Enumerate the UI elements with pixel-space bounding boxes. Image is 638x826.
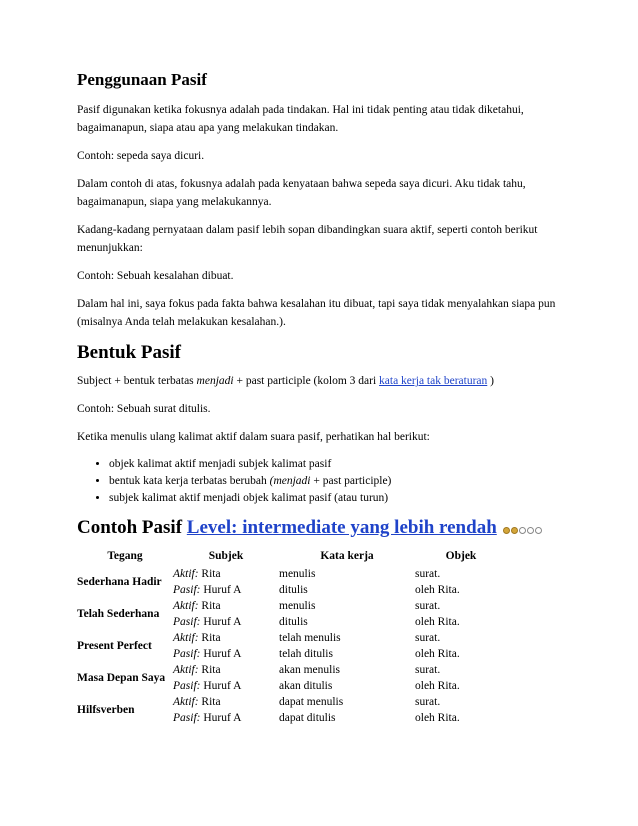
heading-contoh-pasif	[77, 517, 567, 540]
table-row	[77, 694, 507, 710]
tense-name: Hilfsverben	[77, 703, 135, 716]
list-item-emphasis: (menjadi	[269, 475, 311, 488]
active-label: Aktif:	[173, 695, 199, 708]
passive-formula	[77, 372, 567, 390]
passive-subject	[173, 646, 279, 662]
table-row	[77, 662, 507, 678]
passive-verb: dapat ditulis	[279, 711, 336, 724]
cell-value: Huruf A	[203, 583, 242, 596]
irregular-verbs-link[interactable]: kata kerja tak beraturan	[379, 375, 488, 388]
passive-subject	[173, 710, 279, 726]
passive-verb: ditulis	[279, 615, 308, 628]
active-verb: menulis	[279, 567, 316, 580]
passive-subject	[173, 582, 279, 598]
passive-label: Pasif:	[173, 615, 201, 628]
tense-name: Present Perfect	[77, 639, 152, 652]
paragraph: Dalam contoh di atas, fokusnya adalah pada kenyataan bahwa sepeda saya dicuri. Aku tidak tahu, bagaimanapun, siapa yang melakukannya.	[77, 177, 526, 208]
level-indicator	[503, 518, 543, 540]
cell-value: Rita	[201, 599, 221, 612]
active-label: Aktif:	[173, 631, 199, 644]
table-row	[77, 598, 507, 614]
passive-object: oleh Rita.	[415, 615, 460, 628]
passive-verb: ditulis	[279, 583, 308, 596]
formula-text: + past participle (kolom 3 dari	[233, 375, 380, 388]
passive-object: oleh Rita.	[415, 711, 460, 724]
passive-label: Pasif:	[173, 647, 201, 660]
passive-object: oleh Rita.	[415, 679, 460, 692]
column-header: Objek	[445, 549, 477, 562]
active-verb: menulis	[279, 599, 316, 612]
paragraph: Contoh: Sebuah kesalahan dibuat.	[77, 269, 234, 282]
active-subject	[173, 598, 279, 614]
list-item: • subjek kalimat aktif menjadi objek kalimat pasif (atau turun)	[109, 490, 567, 507]
passive-label: Pasif:	[173, 583, 201, 596]
active-label: Aktif:	[173, 663, 199, 676]
active-subject	[173, 566, 279, 582]
column-header: Subjek	[208, 549, 244, 562]
rules-list	[77, 456, 567, 507]
passive-examples-table	[77, 548, 507, 726]
level-dot-icon	[511, 527, 518, 534]
cell-value: Huruf A	[203, 711, 242, 724]
formula-text: )	[487, 375, 494, 388]
active-subject	[173, 694, 279, 710]
level-dot-icon	[519, 527, 526, 534]
level-link[interactable]: Level: intermediate yang lebih rendah	[186, 517, 497, 539]
cell-value: Huruf A	[203, 679, 242, 692]
passive-object: oleh Rita.	[415, 583, 460, 596]
paragraph: Ketika menulis ulang kalimat aktif dalam suara pasif, perhatikan hal berikut:	[77, 431, 430, 444]
cell-value: Rita	[201, 663, 221, 676]
cell-value: Huruf A	[203, 647, 242, 660]
list-item: • objek kalimat aktif menjadi subjek kalimat pasif	[109, 456, 567, 473]
table-header-row	[77, 548, 507, 566]
active-verb: dapat menulis	[279, 695, 344, 708]
column-header: Kata kerja	[320, 549, 374, 562]
cell-value: Rita	[201, 631, 221, 644]
active-verb: telah menulis	[279, 631, 341, 644]
passive-label: Pasif:	[173, 711, 201, 724]
formula-emphasis: menjadi	[196, 375, 234, 388]
cell-value: Huruf A	[203, 615, 242, 628]
paragraph: Pasif digunakan ketika fokusnya adalah pada tindakan. Hal ini tidak penting atau tidak diketahui, bagaimanapun, siapa atau apa yang melakukan tindakan.	[77, 103, 524, 134]
active-object: surat.	[415, 695, 441, 708]
active-object: surat.	[415, 599, 441, 612]
active-object: surat.	[415, 663, 441, 676]
tense-name: Sederhana Hadir	[77, 575, 162, 588]
heading-bentuk-pasif: Bentuk Pasif	[77, 341, 181, 363]
tense-name: Masa Depan Saya	[77, 671, 166, 684]
active-subject	[173, 662, 279, 678]
passive-subject	[173, 614, 279, 630]
level-dot-icon	[527, 527, 534, 534]
passive-object: oleh Rita.	[415, 647, 460, 660]
table-row	[77, 566, 507, 582]
list-item-text: + past participle)	[310, 475, 392, 488]
active-object: surat.	[415, 567, 441, 580]
formula-text: Subject + bentuk terbatas	[77, 375, 197, 388]
paragraph: Kadang-kadang pernyataan dalam pasif lebih sopan dibandingkan suara aktif, seperti contoh berikut menunjukkan:	[77, 223, 538, 254]
active-subject	[173, 630, 279, 646]
level-dot-icon	[503, 527, 510, 534]
passive-subject	[173, 678, 279, 694]
cell-value: Rita	[201, 695, 221, 708]
list-item-text: bentuk kata kerja terbatas berubah	[109, 475, 270, 488]
tense-name: Telah Sederhana	[77, 607, 160, 620]
paragraph: Dalam hal ini, saya fokus pada fakta bahwa kesalahan itu dibuat, tapi saya tidak menyalahkan siapa pun (misalnya Anda telah melakukan kesalahan.).	[77, 297, 556, 328]
table-row	[77, 630, 507, 646]
active-verb: akan menulis	[279, 663, 340, 676]
heading-penggunaan-pasif: Penggunaan Pasif	[77, 70, 207, 89]
list-item	[109, 473, 567, 490]
heading-text: Contoh Pasif	[77, 517, 187, 539]
active-label: Aktif:	[173, 599, 199, 612]
cell-value: Rita	[201, 567, 221, 580]
level-dot-icon	[535, 527, 542, 534]
active-object: surat.	[415, 631, 441, 644]
document-page	[77, 70, 567, 726]
passive-verb: akan ditulis	[279, 679, 333, 692]
paragraph: Contoh: sepeda saya dicuri.	[77, 149, 205, 162]
paragraph: Contoh: Sebuah surat ditulis.	[77, 403, 211, 416]
active-label: Aktif:	[173, 567, 199, 580]
passive-verb: telah ditulis	[279, 647, 333, 660]
passive-label: Pasif:	[173, 679, 201, 692]
column-header: Tegang	[107, 549, 143, 562]
